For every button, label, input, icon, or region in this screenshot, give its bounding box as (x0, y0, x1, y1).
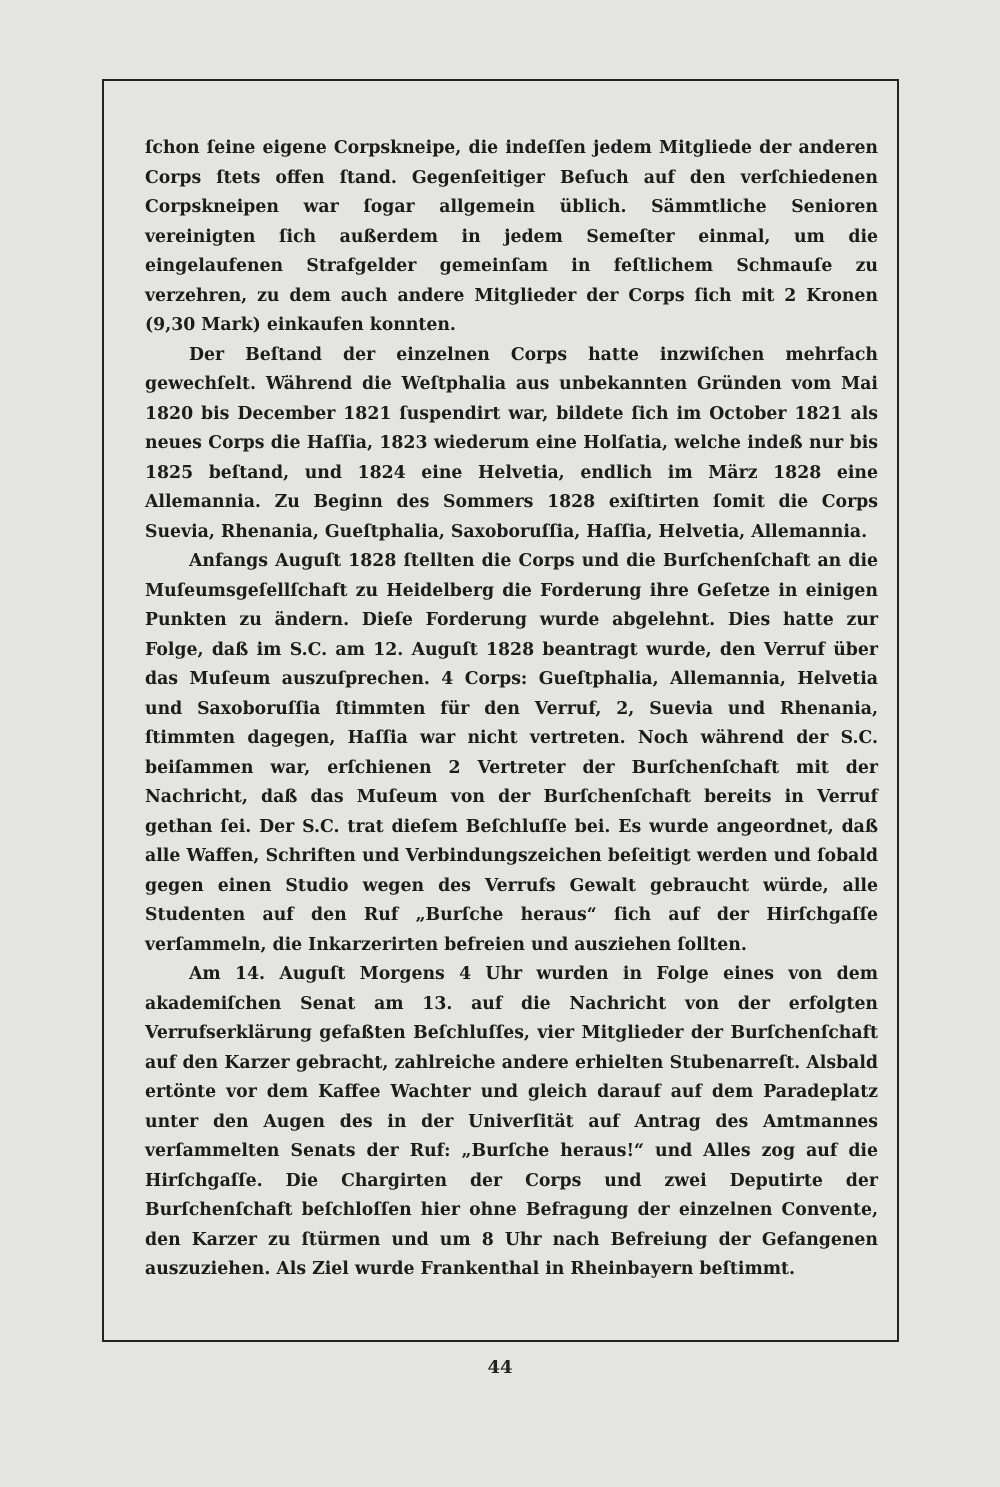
paragraph: Der Beſtand der einzelnen Corps hatte inzwiſchen mehrfach gewechſelt. Während die Weſtphalia aus unbekannten Gründen vom Mai 1820 bis December 1821 ſuspendirt war, bildete ſich im October 1821 als neues Corps die Haſſia, 1823 wiederum eine Holſatia, welche indeß nur bis 1825 beſtand, und 1824 eine Helvetia, endlich im März 1828 eine Allemannia. Zu Beginn des Sommers 1828 exiſtirten ſomit die Corps Suevia, Rhenania, Gueſtphalia, Saxoboruſſia, Haſſia, Helvetia, Allemannia. (145, 344, 878, 542)
page-number: 44 (487, 1357, 513, 1378)
paragraph: Am 14. Auguſt Morgens 4 Uhr wurden in Folge eines von dem akademiſchen Senat am 13. auf die Nachricht von der erfolgten Verrufserklärung gefaßten Beſchluſſes, vier Mitglieder der Burſchenſchaft auf den Karzer gebracht, zahlreiche andere erhielten Stubenarreſt. Alsbald ertönte vor dem Kaffee Wachter und gleich darauf auf dem Paradeplatz unter den Augen des in der Univerſität auf Antrag des Amtmannes verſammelten Senats der Ruf: „Burſche heraus!“ und Alles zog auf die Hirſchgaſſe. Die Chargirten der Corps und zwei Deputirte der Burſchenſchaft beſchloſſen hier ohne Befragung der einzelnen Convente, den Karzer zu ſtürmen und um 8 Uhr nach Befreiung der Gefangenen auszuziehen. Als Ziel wurde Frankenthal in Rheinbayern beſtimmt. (145, 964, 878, 1279)
body-text (145, 134, 878, 1285)
paragraph: Anfangs Auguſt 1828 ſtellten die Corps und die Burſchenſchaft an die Muſeumsgeſellſchaft zu Heidelberg die Forderung ihre Geſetze in einigen Punkten zu ändern. Dieſe Forderung wurde abgelehnt. Dies hatte zur Folge, daß im S.C. am 12. Auguſt 1828 beantragt wurde, den Verruf über das Muſeum auszuſprechen. 4 Corps: Gueſtphalia, Allemannia, Helvetia und Saxoboruſſia ſtimmten für den Verruf, 2, Suevia und Rhenania, ſtimmten dagegen, Haſſia war nicht vertreten. Noch während der S.C. beiſammen war, erſchienen 2 Vertreter der Burſchenſchaft mit der Nachricht, daß das Muſeum von der Burſchenſchaft bereits in Verruf gethan ſei. Der S.C. trat dieſem Beſchluſſe bei. Es wurde angeordnet, daß alle Waffen, Schriften und Verbindungszeichen beſeitigt werden und ſobald gegen einen Studio wegen des Verrufs Gewalt gebraucht würde, alle Studenten auf den Ruf „Burſche heraus“ ſich auf der Hirſchgaſſe verſammeln, die Inkarzerirten befreien und ausziehen ſollten. (145, 551, 878, 955)
paragraph: ſchon ſeine eigene Corpskneipe, die indeſſen jedem Mitgliede der anderen Corps ſtets offen ſtand. Gegenſeitiger Beſuch auf den verſchiedenen Corpskneipen war ſogar allgemein üblich. Sämmtliche Senioren vereinigten ſich außerdem in jedem Semeſter einmal, um die eingelaufenen Strafgelder gemeinſam in feſtlichem Schmauſe zu verzehren, zu dem auch andere Mitglieder der Corps ſich mit 2 Kronen (9,30 Mark) einkaufen konnten. (145, 138, 878, 335)
